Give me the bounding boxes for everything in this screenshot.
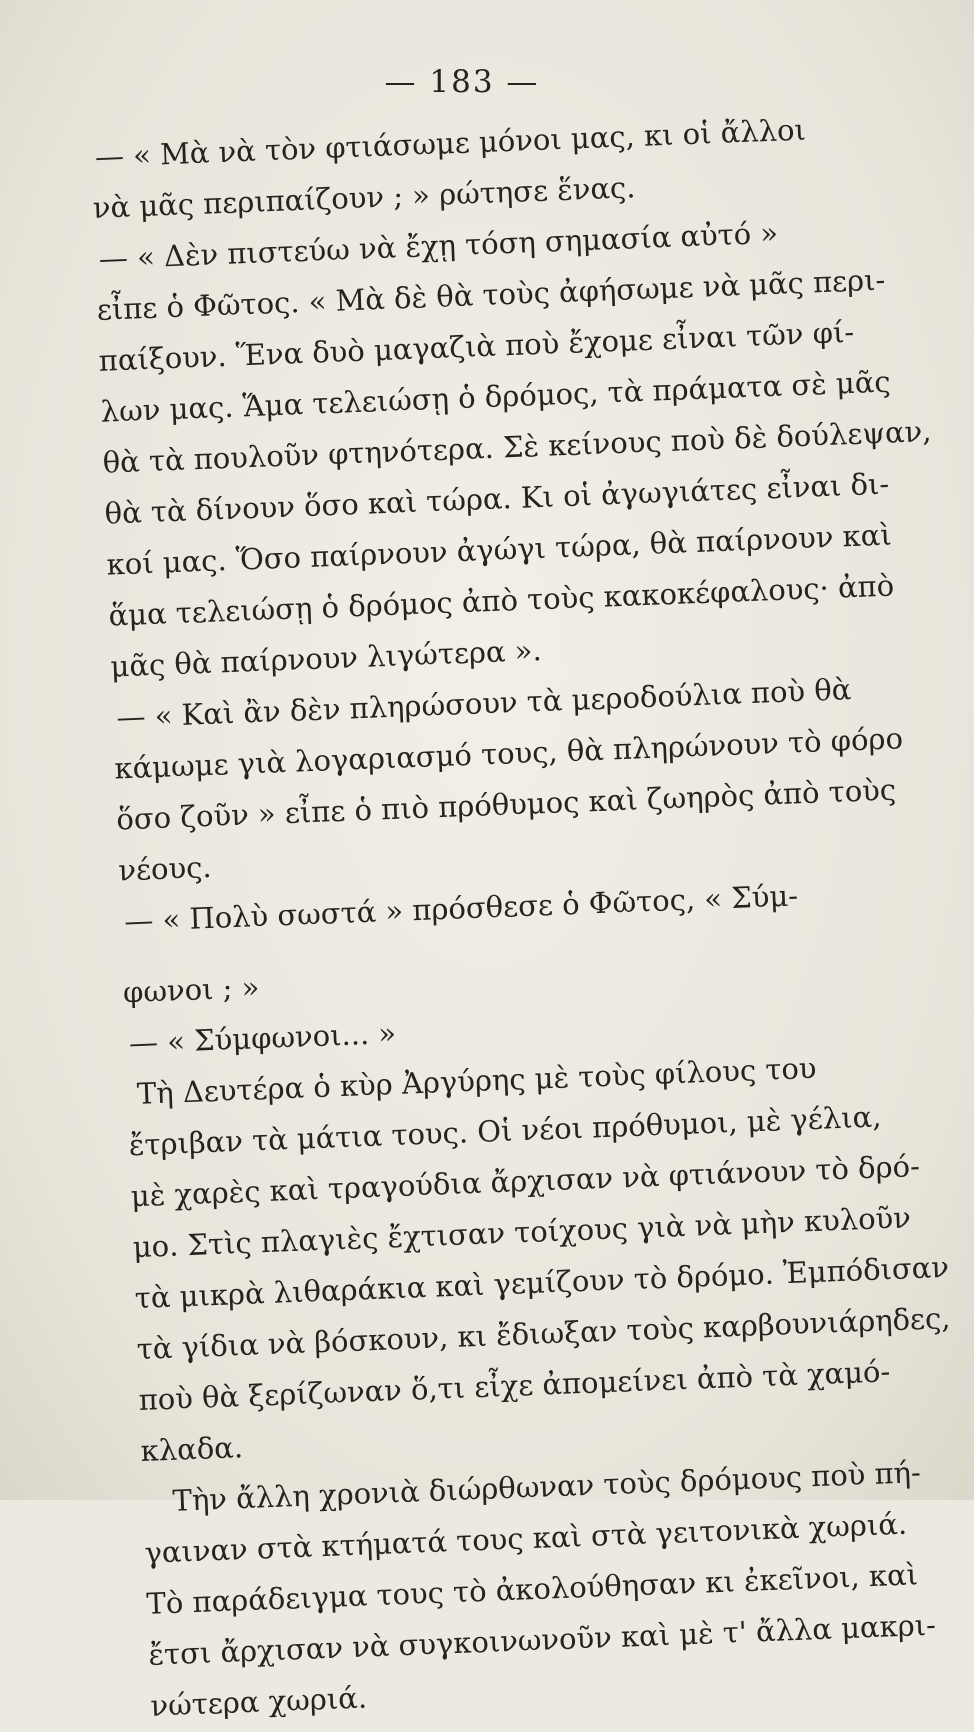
- text-line: εἶπε ὁ Φῶτος. « Μὰ δὲ θὰ τοὺς ἀφήσωμε νὰ μᾶς περι-: [96, 262, 886, 327]
- text-line: θὰ τὰ πουλοῦν φτηνότερα. Σὲ κείνους ποὺ δὲ δούλεψαν,: [102, 413, 932, 480]
- text-line: τὰ γίδια νὰ βόσκουν, κι ἔδιωξαν τοὺς καρβουνιάρηδες,: [136, 1300, 952, 1367]
- text-line: νέους.: [117, 849, 213, 888]
- text-line: — « Μὰ νὰ τὸν φτιάσωμε μόνοι μας, κι οἱ ἄλλοι: [94, 112, 807, 174]
- text-line: κοί μας. Ὅσο παίρνουν ἀγώγι τώρα, θὰ παίρνουν καὶ: [105, 517, 893, 582]
- text-line: κλαδα.: [140, 1430, 244, 1469]
- text-line: νὰ μᾶς περιπαίζουν ; » ρώτησε ἕνας.: [92, 170, 637, 225]
- text-line: ἔτσι ἄρχισαν νὰ συγκοινωνοῦν καὶ μὲ τ' ἄλλα μακρι-: [147, 1607, 937, 1672]
- text-line: φωνοι ; »: [122, 970, 260, 1010]
- page-body: [90, 103, 952, 1731]
- text-line: μο. Στὶς πλαγιὲς ἔχτισαν τοίχους γιὰ νὰ μὴν κυλοῦν: [132, 1200, 912, 1265]
- text-line: — « Δὲν πιστεύω νὰ ἔχῃ τόση σημασία αὐτό »: [98, 215, 779, 276]
- text-line: μᾶς θὰ παίρνουν λιγώτερα ».: [109, 633, 543, 684]
- text-line: Τὴν ἄλλη χρονιὰ διώρθωναν τοὺς δρόμους ποὺ πή-: [171, 1455, 922, 1518]
- text-line: γαιναν στὰ κτήματά τους καὶ στὰ γειτονικὰ χωριά.: [143, 1506, 908, 1570]
- text-line: ἅμα τελειώσῃ ὁ δρόμος ἀπὸ τοὺς κακοκέφαλους· ἀπὸ: [107, 568, 895, 633]
- text-line: λων μας. Ἅμα τελειώσῃ ὁ δρόμος, τὰ πράματα σὲ μᾶς: [100, 364, 892, 429]
- page-number: — 183 —: [384, 64, 540, 100]
- text-line: Τὴ Δευτέρα ὁ κὺρ Ἀργύρης μὲ τοὺς φίλους του: [136, 1050, 818, 1111]
- text-line: ὅσο ζοῦν » εἶπε ὁ πιὸ πρόθυμος καὶ ζωηρὸς ἀπὸ τοὺς: [115, 772, 897, 837]
- text-line: παίξουν. Ἕνα δυὸ μαγαζιὰ ποὺ ἔχομε εἶναι τῶν φί-: [98, 314, 855, 378]
- text-line: ἔτριβαν τὰ μάτια τους. Οἱ νέοι πρόθυμοι, μὲ γέλια,: [128, 1099, 882, 1163]
- text-line: κάμωμε γιὰ λογαριασμό τους, θὰ πληρώνουν τὸ φόρο: [113, 721, 904, 786]
- text-line: Τὸ παράδειγμα τους τὸ ἀκολούθησαν κι ἐκεῖνοι, καὶ: [145, 1557, 919, 1621]
- text-line: μὲ χαρὲς καὶ τραγούδια ἄρχισαν νὰ φτιάνουν τὸ δρό-: [130, 1148, 921, 1214]
- text-line: τὰ μικρὰ λιθαράκια καὶ γεμίζουν τὸ δρόμο. Ἐμπόδισαν: [134, 1249, 950, 1316]
- text-line: — « Σύμφωνοι... »: [128, 1015, 397, 1061]
- text-line: ποὺ θὰ ξερίζωναν ὅ,τι εἶχε ἀπομείνει ἀπὸ τὰ χαμό-: [138, 1354, 891, 1418]
- text-line: — « Καὶ ἂν δὲν πληρώσουν τὰ μεροδούλια ποὺ θὰ: [115, 672, 852, 735]
- text-line: νώτερα χωριά.: [149, 1680, 368, 1723]
- text-line: θὰ τὰ δίνουν ὅσο καὶ τώρα. Κι οἱ ἀγωγιάτες εἶναι δι-: [104, 466, 890, 531]
- text-line: — « Πολὺ σωστά » πρόσθεσε ὁ Φῶτος, « Σύμ-: [123, 878, 799, 939]
